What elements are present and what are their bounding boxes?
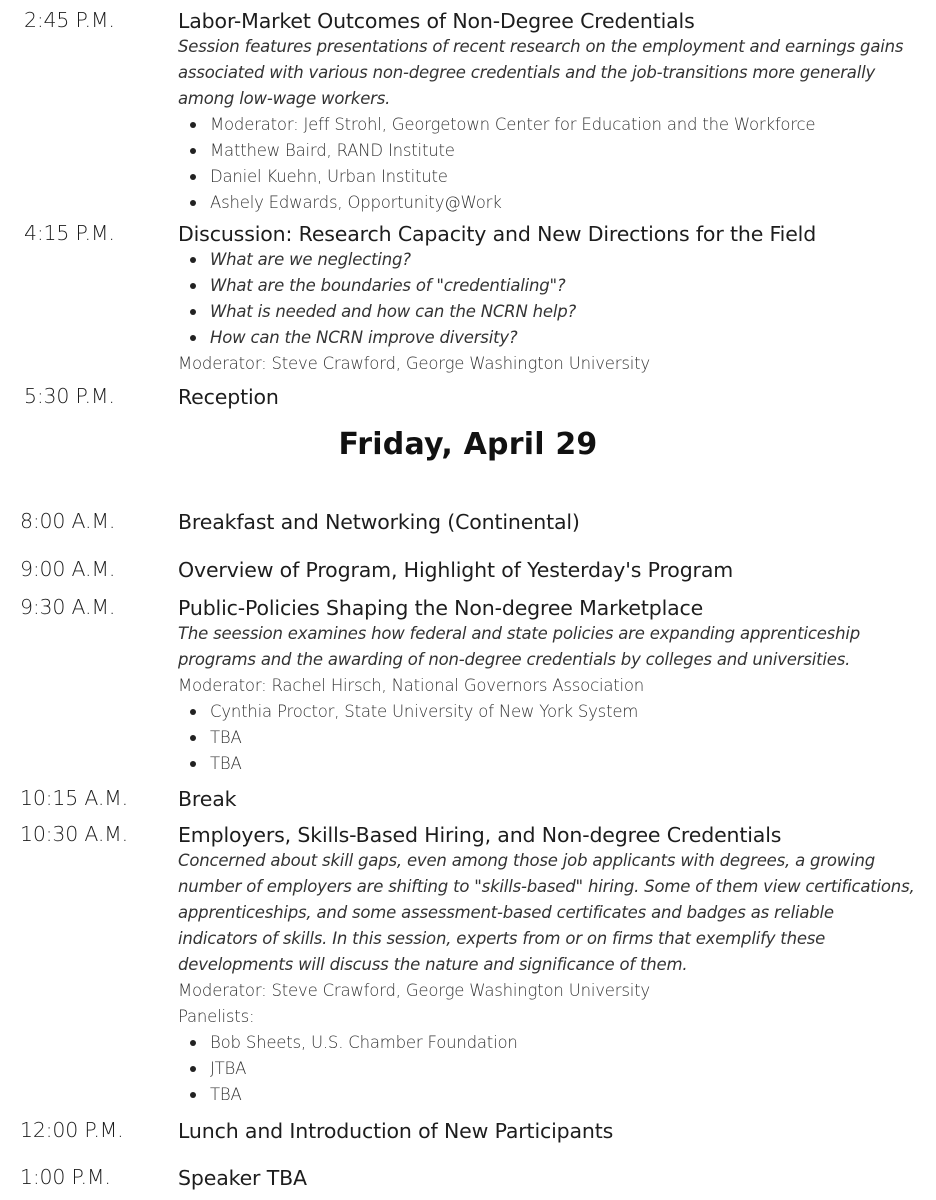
question-item: How can the NCRN improve diversity? [210, 325, 918, 351]
session-discussion [178, 221, 918, 377]
session-moderator: Moderator: Steve Crawford, George Washington University [178, 354, 650, 373]
speaker-item: JTBA [210, 1056, 918, 1082]
session-title: Breakfast and Networking (Continental) [178, 510, 580, 534]
session-break [178, 786, 918, 812]
session-moderator: Moderator: Rachel Hirsch, National Governors Association [178, 676, 645, 695]
speaker-item: Moderator: Jeff Strohl, Georgetown Center for Education and the Workforce [210, 112, 918, 138]
session-title: Employers, Skills-Based Hiring, and Non-degree Credentials [178, 823, 782, 847]
session-title: Reception [178, 385, 279, 409]
speaker-list [178, 1030, 918, 1108]
session-time: 9:30 A.M. [20, 595, 116, 619]
speaker-item: TBA [210, 1082, 918, 1108]
session-speaker [178, 1165, 918, 1191]
session-title: Discussion: Research Capacity and New Directions for the Field [178, 222, 817, 246]
speaker-item: TBA [210, 725, 918, 751]
session-reception [178, 384, 918, 410]
question-list [178, 247, 918, 351]
session-time: 10:15 A.M. [20, 786, 128, 810]
session-title: Public-Policies Shaping the Non-degree Marketplace [178, 596, 704, 620]
session-time: 5:30 P.M. [24, 384, 115, 408]
session-description: Session features presentations of recent research on the employment and earnings gains associated with various non-degree credentials and the job-transitions more generally among low-wage workers. [178, 37, 904, 108]
session-title: Lunch and Introduction of New Participants [178, 1119, 614, 1143]
speaker-item: Ashely Edwards, Opportunity@Work [210, 190, 918, 216]
session-time: 4:15 P.M. [24, 221, 115, 245]
session-time: 8:00 A.M. [20, 509, 116, 533]
session-breakfast [178, 509, 918, 535]
session-lunch [178, 1118, 918, 1144]
session-overview [178, 557, 918, 583]
session-labor-market [178, 8, 918, 216]
session-title: Speaker TBA [178, 1166, 307, 1190]
session-time: 1:00 P.M. [20, 1165, 111, 1189]
day-heading: Friday, April 29 [338, 427, 598, 462]
session-title: Labor-Market Outcomes of Non-Degree Credentials [178, 9, 695, 33]
question-item: What is needed and how can the NCRN help? [210, 299, 918, 325]
speaker-list [178, 699, 918, 777]
session-title: Break [178, 787, 237, 811]
speaker-item: Bob Sheets, U.S. Chamber Foundation [210, 1030, 918, 1056]
session-description: Concerned about skill gaps, even among those job applicants with degrees, a growing number of employers are shifting to "skills-based" hiring. Some of them view certifications, apprenticeships, and some assessment-based certificates and badges as reliable indicators of skills. In this session, experts from or on firms that exemplify these developments will discuss the nature and significance of them. [178, 851, 915, 974]
speaker-list [178, 112, 918, 216]
speaker-item: Cynthia Proctor, State University of New York System [210, 699, 918, 725]
session-time: 12:00 P.M. [20, 1118, 124, 1142]
session-employers [178, 822, 918, 1108]
speaker-item: TBA [210, 751, 918, 777]
session-time: 2:45 P.M. [24, 8, 115, 32]
session-time: 10:30 A.M. [20, 822, 128, 846]
session-description: The seession examines how federal and state policies are expanding apprenticeship programs and the awarding of non-degree credentials by colleges and universities. [178, 624, 860, 669]
session-moderator: Moderator: Steve Crawford, George Washington University [178, 981, 650, 1000]
session-time: 9:00 A.M. [20, 557, 116, 581]
speaker-item: Matthew Baird, RAND Institute [210, 138, 918, 164]
session-title: Overview of Program, Highlight of Yesterday's Program [178, 558, 734, 582]
question-item: What are the boundaries of "credentialing"? [210, 273, 918, 299]
speaker-item: Daniel Kuehn, Urban Institute [210, 164, 918, 190]
panelists-label: Panelists: [178, 1007, 255, 1026]
question-item: What are we neglecting? [210, 247, 918, 273]
session-public-policies [178, 595, 918, 777]
